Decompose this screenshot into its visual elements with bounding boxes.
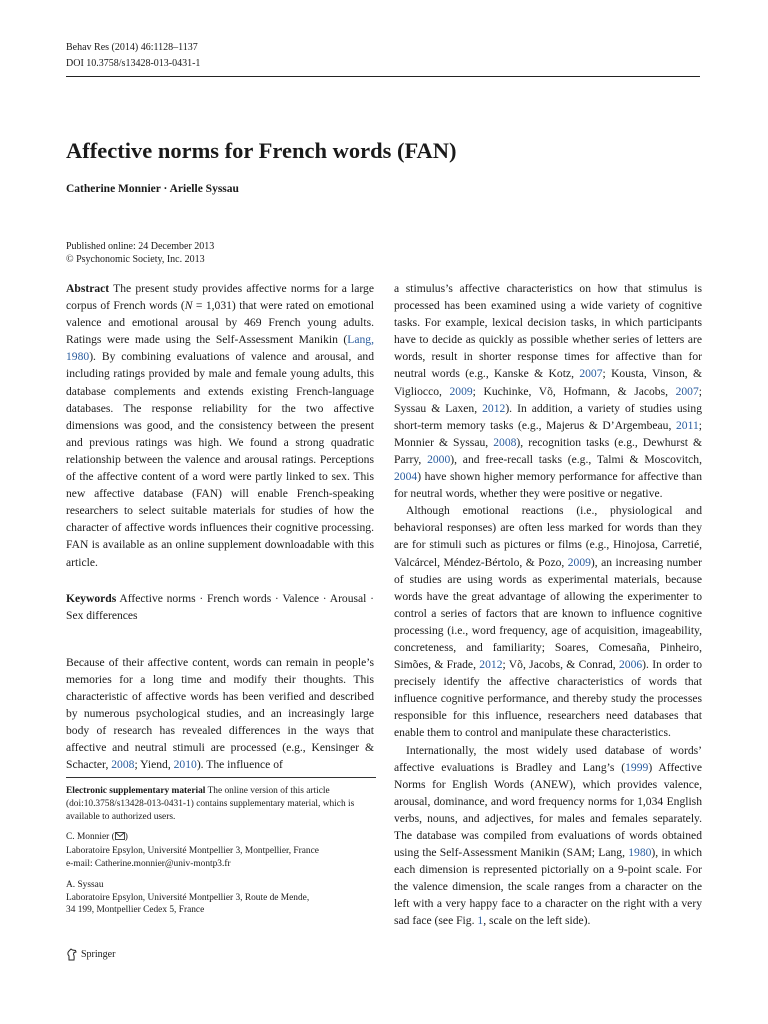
publisher-footer bbox=[66, 948, 115, 961]
abstract: Abstract The present study provides affective norms for a large corpus of French words (N = 1,031) that were rated on emotional valence and emotional arousal by 469 French young adults. Ratings were made using the Self-Assessment Manikin (Lang, 1980). By combining evaluations of valence and arousal, and including ratings provided by male and female young adults, this database complements and extends existing French-language databases. The response reliability for the two affective dimensions was good, and the consistency between the present and previous ratings was high. We found a strong quadratic relationship between the valence and arousal ratings. Perceptions of the affective content of a word were partly linked to sex. This new affective database (FAN) will enable French-speaking researchers to select suitable materials for studies of how the character of affective words influences their cognitive processing. FAN is available as an online supplement downloadable with this article. bbox=[66, 282, 374, 569]
abstract-label: Abstract bbox=[66, 282, 110, 295]
copyright: © Psychonomic Society, Inc. 2013 bbox=[66, 254, 205, 265]
author-affiliation-2: A. Syssau Laboratoire Epsylon, Université Montpellier 3, Route de Mende, 34 199, Montpellier Cedex 5, France bbox=[66, 879, 310, 916]
citation-link[interactable]: 2006 bbox=[618, 658, 643, 672]
author-email[interactable]: e-mail: Catherine.monnier@univ-montp3.fr bbox=[66, 858, 231, 869]
envelope-icon[interactable] bbox=[115, 832, 125, 845]
citation-link[interactable]: 2008 bbox=[493, 435, 517, 449]
author-list: Catherine Monnier · Arielle Syssau bbox=[66, 183, 239, 195]
running-header bbox=[66, 40, 200, 72]
publisher-name: Springer bbox=[81, 949, 116, 960]
citation-link[interactable]: 2008 bbox=[111, 758, 135, 772]
keywords: Keywords Affective norms · French words · Valence · Arousal · Sex differences bbox=[66, 591, 374, 622]
citation-link[interactable]: 1980 bbox=[628, 846, 652, 860]
published-date: Published online: 24 December 2013 bbox=[66, 241, 215, 252]
publication-info bbox=[66, 240, 214, 266]
citation-link[interactable]: 2004 bbox=[394, 470, 418, 484]
springer-horse-icon bbox=[66, 948, 78, 961]
citation-link[interactable]: 2012 bbox=[482, 401, 506, 415]
citation-link[interactable]: 2000 bbox=[427, 452, 451, 466]
citation-link[interactable]: 2007 bbox=[675, 384, 699, 398]
citation-link[interactable]: 2009 bbox=[449, 384, 473, 398]
keywords-label: Keywords bbox=[66, 591, 117, 605]
left-column bbox=[66, 280, 374, 773]
doi: DOI 10.3758/s13428-013-0431-1 bbox=[66, 58, 201, 69]
citation-link[interactable]: 2009 bbox=[567, 555, 591, 569]
body-paragraph: a stimulus’s affective characteristics on how that stimulus is processed has been examined using a wide variety of cognitive tasks. For example, lexical decision tasks, in which participants have to decide as quickly as possible whether series of letters are words, result in shorter response times for affective than for neutral words (e.g., Kanske & Kotz, 2007; Kousta, Vinson, & Vigliocco, 2009; Kuchinke, Võ, Hofmann, & Jacobs, 2007; Syssau & Laxen, 2012). In addition, a variety of studies using short-term memory tasks (e.g., Majerus & D’Argembeau, 2011; Monnier & Syssau, 2008), recognition tasks (e.g., Dewhurst & Parry, 2000), and free-recall tasks (e.g., Talmi & Moscovitch, 2004) have shown higher memory performance for affective than for neutral words, whether they were positive or negative. bbox=[394, 282, 703, 501]
citation-link[interactable]: Lang, 1980 bbox=[66, 333, 374, 364]
journal-citation: Behav Res (2014) 46:1128–1137 bbox=[66, 42, 198, 53]
header-rule bbox=[66, 76, 700, 77]
citation-link[interactable]: 1999 bbox=[625, 760, 649, 774]
article-title: Affective norms for French words (FAN) bbox=[66, 138, 457, 163]
body-paragraph: Although emotional reactions (i.e., physiological and behavioral responses) are often less marked for words than they are for stimuli such as pictures or films (e.g., Hinojosa, Carretié, Valcárcel, Méndez-Bértolo, & Pozo, 2009), an increasing number of studies are using words as experimental materials, because words have the great advantage of allowing the experimenter to control a series of factors that are known to influence cognitive processing (i.e., word frequency, age of acquisition, imageability, concreteness, and familiarity; Soares, Comesaña, Pinheiro, Simões, & Frade, 2012; Võ, Jacobs, & Conrad, 2006). In order to precisely identify the affective characteristics of words that influence cognitive performance, and thereby study the processes responsible for this influence, researchers need databases that enable them to control and manipulate these characteristics. bbox=[394, 504, 702, 740]
footnote-block bbox=[66, 777, 376, 925]
right-column bbox=[394, 280, 702, 930]
author-affiliation-1: C. Monnier ( ) Laboratoire Epsylon, Université Montpellier 3, Montpellier, France e-mail: Catherine.monnier@univ-montp3.fr bbox=[66, 832, 319, 869]
citation-link[interactable]: 2012 bbox=[479, 658, 503, 672]
figure-link[interactable]: 1 bbox=[477, 914, 484, 928]
citation-link[interactable]: 2011 bbox=[676, 418, 699, 432]
intro-paragraph: Because of their affective content, words can remain in people’s memories for a long time and modify their thoughts. This characteristic of affective words has been verified and described by numerous psychological studies, and an increasingly large body of research has revealed differences in the ways that affective and neutral stimuli are processed (e.g., Kensinger & Schacter, 2008; Yiend, 2010). The influence of bbox=[66, 655, 374, 772]
body-paragraph: Internationally, the most widely used database of words’ affective evaluations is Bradley and Lang’s (1999) Affective Norms for English Words (ANEW), which provides valence, arousal, dominance, and word frequency norms for 1,034 English verbs, nouns, and adjectives, for males and females separately. The database was compiled from evaluations of words obtained using the Self-Assessment Manikin (SAM; Lang, 1980), in which each dimension is represented pictorially on a 9-point scale. For the valence dimension, the scale ranges from a character on the left with a very happy face to a character on the right with a very sad face (see Fig. 1, scale on the left side). bbox=[394, 743, 702, 928]
citation-link[interactable]: 2010 bbox=[173, 758, 197, 772]
citation-link[interactable]: 2007 bbox=[579, 367, 603, 381]
esm-note: Electronic supplementary material The online version of this article (doi:10.3758/s13428-013-0431-1) contains supplementary material, which is available to authorized users. bbox=[66, 786, 355, 822]
